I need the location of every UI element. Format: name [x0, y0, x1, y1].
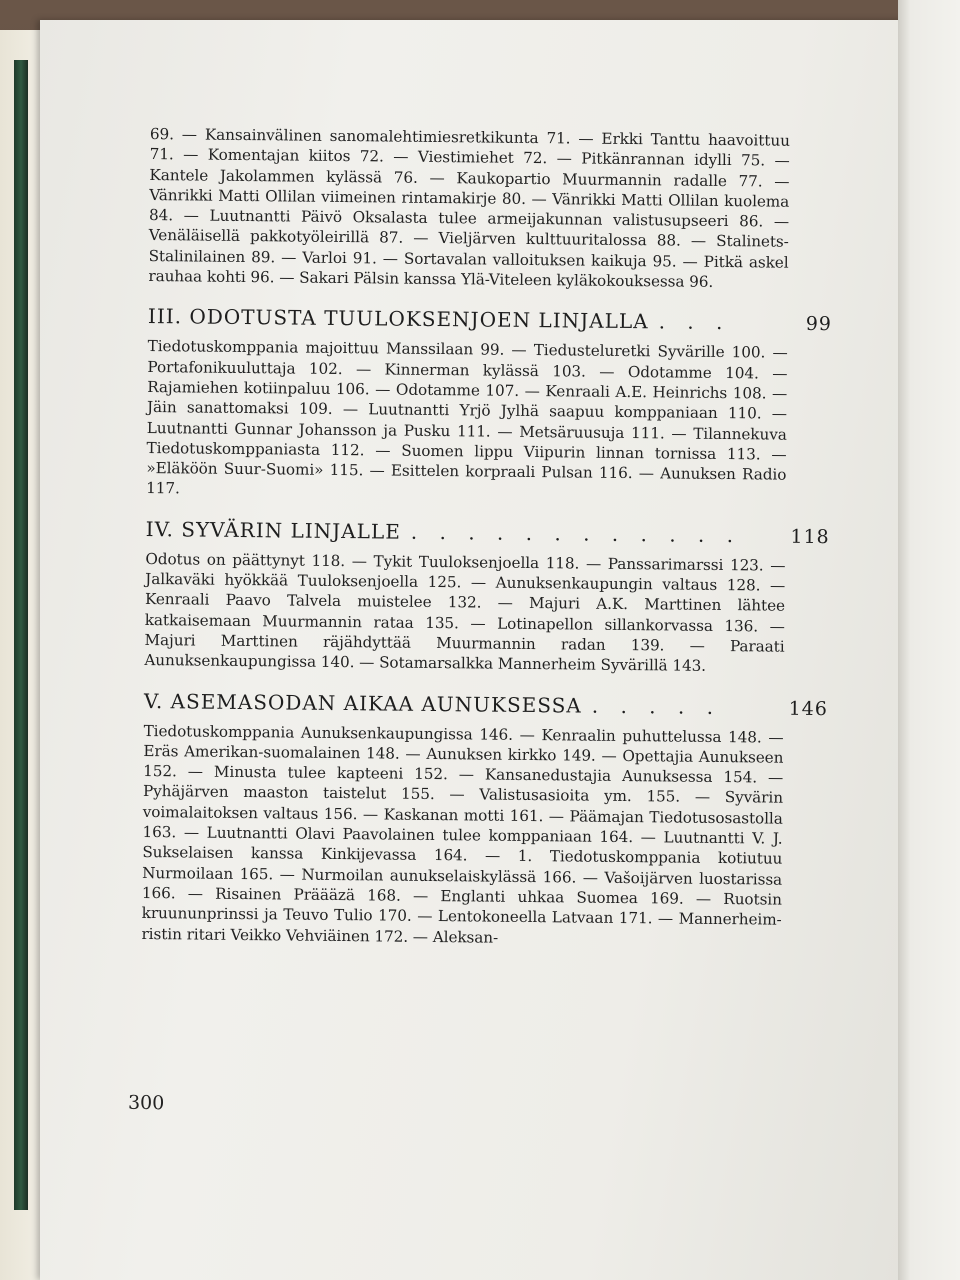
section-page-number: 99 — [805, 313, 833, 336]
section-heading-iii — [147, 304, 833, 336]
leader-dots: . . . . . — [591, 693, 722, 719]
section-page-number: 118 — [790, 525, 830, 548]
page-number: 300 — [127, 1091, 165, 1115]
section-paragraph-iii: Tiedotuskomppania majoittuu Manssilaan 99. — Tiedusteluretki Syvärille 100. — Portafonikuuluttaja 102. — Kinnerman kylässä 103. — Odotamme 104. — Rajamiehen kotiinpaluu 106. — Odotamme 107. — Kenraali A.E. Heinrichs 108. — Jäin sanattomaksi 109. — Luutnantti Yrjö Jylhä saapuu komppaniaan 110. — Luutnantti Gunnar Johansson ja Pusku 111. — Metsäruusuja 111. — Tilannekuva Tiedotuskomppaniasta 112. — Suomen lippu Viipurin linnan tornissa 113. — »Eläköön Suur-Suomi» 115. — Esittelen korpraali Pulsan 116. — Aunuksen Radio 117. — [146, 337, 788, 498]
section-title: IV. SYVÄRIN LINJALLE — [145, 516, 401, 544]
book-spine — [14, 60, 28, 1210]
leader-dots: . . . — [658, 309, 731, 335]
toc-content — [141, 124, 833, 950]
section-title: III. ODOTUSTA TUULOKSENJOEN LINJALLA — [147, 304, 649, 334]
section-title: V. ASEMASODAN AIKAA AUNUKSESSA — [143, 688, 582, 718]
section-paragraph-iv: Odotus on päättynyt 118. — Tykit Tuuloksenjoella 118. — Panssarimarssi 123. — Jalkaväki hyökkää Tuuloksenjoella 125. — Aunuksenkaupungin valtaus 128. — Kenraali Paavo Talvela muistelee 132. — Majuri A.K. Marttinen lähtee katkaisemaan Muurmannin rataa 135. — Lotinapellon sillankorvassa 136. — Majuri Marttinen räjähdyttää Muurmannin radan 139. — Paraati Aunuksenkaupungissa 140. — Sotamarsalkka Mannerheim Syvärillä 143. — [144, 549, 786, 676]
intro-paragraph: 69. — Kansainvälinen sanomalehtimiesretkikunta 71. — Erkki Tanttu haavoittuu 71. — Komentajan kiitos 72. — Viestimiehet 72. — Pitkänrannan idylli 75. — Kantele Jakolammen kylässä 76. — Kaukopartio Muurmannin radalle 77. — Vänrikki Matti Ollilan viimeinen rintamakirje 80. — Vänrikki Matti Ollilan kuolema 84. — Luutnantti Päivö Oksalasta tulee armeijakunnan valistusupseeri 86. — Venäläisellä pakkotyöleirillä 87. — Vieljärven kulttuuritalossa 88. — Stalinets-Stalinilainen 89. — Varloi 91. — Sortavalan valloituksen kaikuja 95. — Pitkä askel rauhaa kohti 96. — Sakari Pälsin kanssa Ylä-Viteleen kyläkokouksessa 96. — [148, 124, 790, 291]
section-heading-iv — [145, 516, 830, 548]
section-paragraph-v: Tiedotuskomppania Aunuksenkaupungissa 146. — Kenraalin puhuttelussa 148. — Eräs Amerikan-suomalainen 148. — Aunuksen kirkko 149. — Opettajia Aunukseen 152. — Minusta tulee kapteeni 152. — Kansanedustajia Aunuksessa 154. — Pyhäjärven maaston taistelut 155. — Valistusasioita ym. 155. — Syvärin voimalaitoksen valtaus 156. — Kaskanan motti 161. — Päämajan Tiedotusosastolla 163. — Luutnantti Olavi Paavolainen tulee komppaniaan 164. — Luutnantti V. J. Sukselaisen kanssa Kinkijevassa 164. — 1. Tiedotuskomppania kotiutuu Nurmoilaan 165. — Nurmoilan aunukselaiskylässä 166. — Vašoijärven luostarissa 166. — Risainen Präääzä 168. — Englanti uhkaa Suomea 169. — Ruotsin kruununprinssi ja Teuvo Tulio 170. — Lentokoneella Latvaan 171. — Mannerheim-ristin ritari Veikko Vehviäinen 172. — Aleksan- — [141, 721, 784, 947]
leader-dots: . . . . . . . . . . . . — [410, 519, 742, 547]
section-page-number: 146 — [788, 697, 829, 720]
next-page-edge — [898, 0, 960, 1280]
section-heading-v — [143, 688, 829, 720]
